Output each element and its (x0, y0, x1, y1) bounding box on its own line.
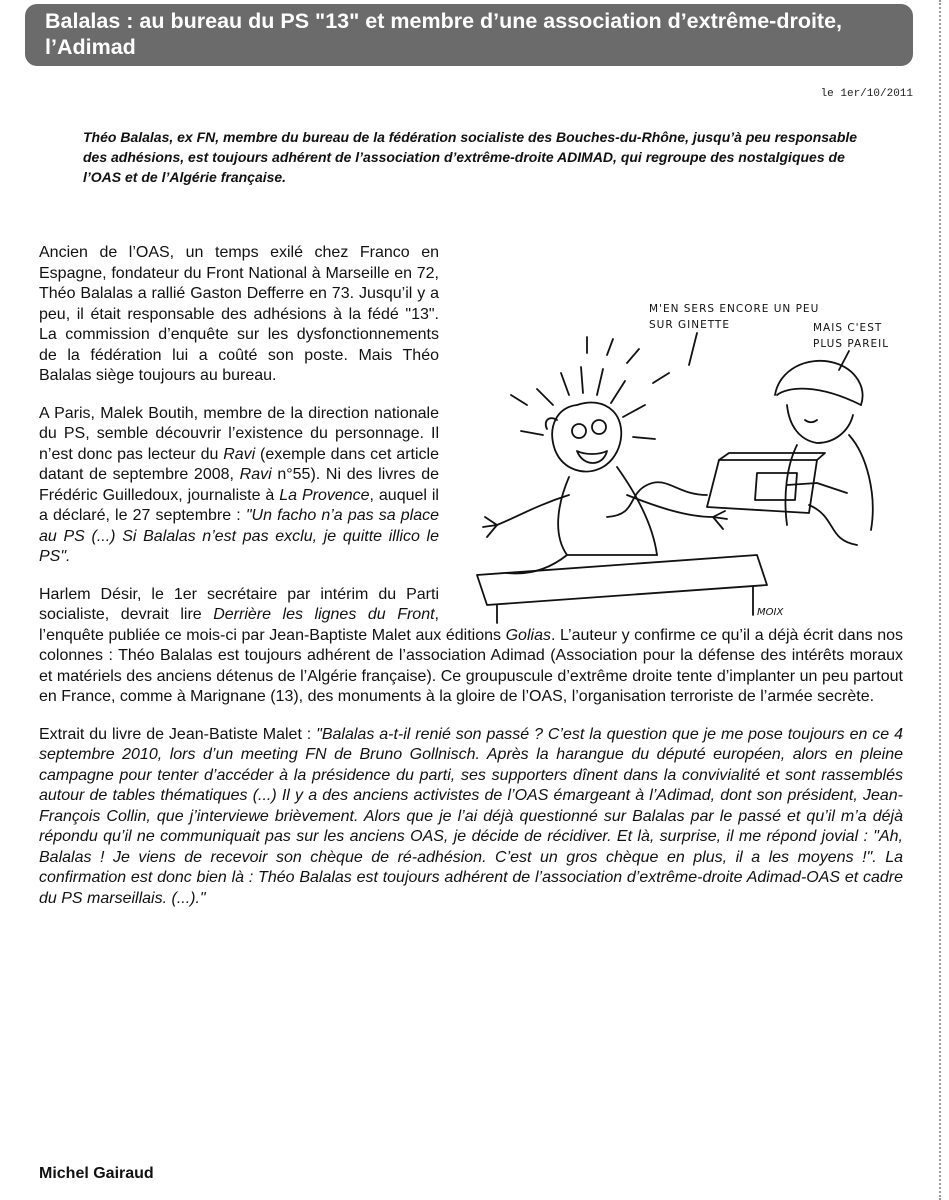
cartoon-caption-left-1: M'EN SERS ENCORE UN PEU (649, 303, 820, 315)
paragraph-2-text: A Paris, Malek Boutih, membre de la direction nationale du PS, semble découvrir l’existence du personnage. Il n’est donc pas lecteur du (39, 404, 439, 463)
paragraph-3-text: Harlem Désir, le 1er secrétaire par intérim du Parti socialiste, devrait lire (39, 585, 439, 623)
page-edge-dotted-line (939, 0, 941, 1200)
paragraph-2-text: (exemple dans cet article datant de septembre 2008, (39, 445, 439, 483)
la-provence-title: La Provence (279, 486, 370, 504)
article-title-bar (25, 4, 913, 66)
publication-date: le 1er/10/2011 (820, 88, 913, 100)
paragraph-4-text: Extrait du livre de Jean-Batiste Malet : (39, 725, 317, 743)
article-title: Balalas : au bureau du PS "13" et membre d’une association d’extrême-droite, l’Adimad (45, 9, 843, 59)
paragraph-1-text: Ancien de l’OAS, un temps exilé chez Franco en Espagne, fondateur du Front National à Marseille en 72, Théo Balalas a rallié Gaston Defferre en 73. Jusqu’il y a peu, il était responsable des adhésions à la fédé "13". La commission d’enquête sur les dysfonctionnements de la fédération lui a coûté son poste. Mais Théo Balalas siège toujours au bureau. (39, 244, 439, 384)
cartoon-caption-right-1: MAIS C'EST (813, 322, 883, 334)
article-lead: Théo Balalas, ex FN, membre du bureau de la fédération socialiste des Bouches-du-Rhône, jusqu’à peu responsable des adhésions, est toujours adhérent de l’association d’extrême-droite ADIMAD, qui regroupe des nostalgiques de l’OAS et de l’Algérie française. (83, 129, 858, 185)
book-excerpt-quote: "Balalas a-t-il renié son passé ? C’est la question que je me pose toujours en ce 4 septembre 2010, lors d’un meeting FN de Bruno Gollnisch. Après la harangue du député européen, alors en pleine campagne pour tenter d’accéder à la présidence du parti, ses supporters dînent dans la convivialité et sont rassemblés autour de tables thématiques (...) Il y a des anciens activistes de l’OAS émargeant à l’Adimad, dont son président, Jean-François Collin, que j’interviewe brièvement. Alors que je l’ai déjà questionné sur Balalas par le passé et qu’il m’a déjà répondu qu’il ne communiquait pas sur les anciens OAS, je décide de récidiver. Et là, surprise, il me répond jovial : "Ah, Balalas ! Je viens de recevoir son chèque de ré-adhésion. C’est un gros chèque en plus, il a les moyens !". La confirmation est donc bien là : Théo Balalas est toujours adhérent de l’association d’extrême-droite Adimad-OAS et cadre du PS marseillais. (...)." (39, 725, 903, 907)
cartoon-signature: MOIX (757, 607, 784, 618)
paragraph-2-text: n°55). Ni des livres de Frédéric Guilledoux, journaliste à (39, 466, 439, 504)
ravi-title: Ravi (239, 466, 272, 483)
paragraph-3-text: , l’enquête publiée ce mois-ci par Jean-Baptiste Malet aux éditions (39, 606, 506, 644)
ravi-title: Ravi (223, 445, 256, 463)
cartoon-caption-left-2: SUR GINETTE (649, 319, 730, 331)
publisher-name: Golias (505, 626, 551, 644)
quote-text: "Un facho n’a pas sa place au PS (...) Si Balalas n’est pas exclu, je quitte illico le PS". (39, 507, 440, 565)
article-author: Michel Gairaud (39, 1165, 154, 1182)
paragraph-2-text: , auquel il a déclaré, le 27 septembre : (39, 486, 439, 524)
paragraph-3-text: . L’auteur y confirme ce qu’il a déjà écrit dans nos colonnes : Théo Balalas est toujours adhérent de l’association Adimad (Association pour la défense des intérêts moraux et matériels des anciens détenus de l’Algérie française). Ce groupuscule d’extrême droite tente d’implanter un peu partout en France, comme à Marignane (13), des monuments à la gloire de l’OAS, l’organisation terroriste de l’armée secrète. (39, 626, 903, 705)
cartoon-illustration (457, 255, 901, 625)
book-title: Derrière les lignes du Front (213, 606, 435, 623)
cartoon-caption-right-2: PLUS PAREIL (813, 338, 890, 350)
paragraph-4 (39, 725, 903, 910)
article-body (39, 243, 903, 926)
